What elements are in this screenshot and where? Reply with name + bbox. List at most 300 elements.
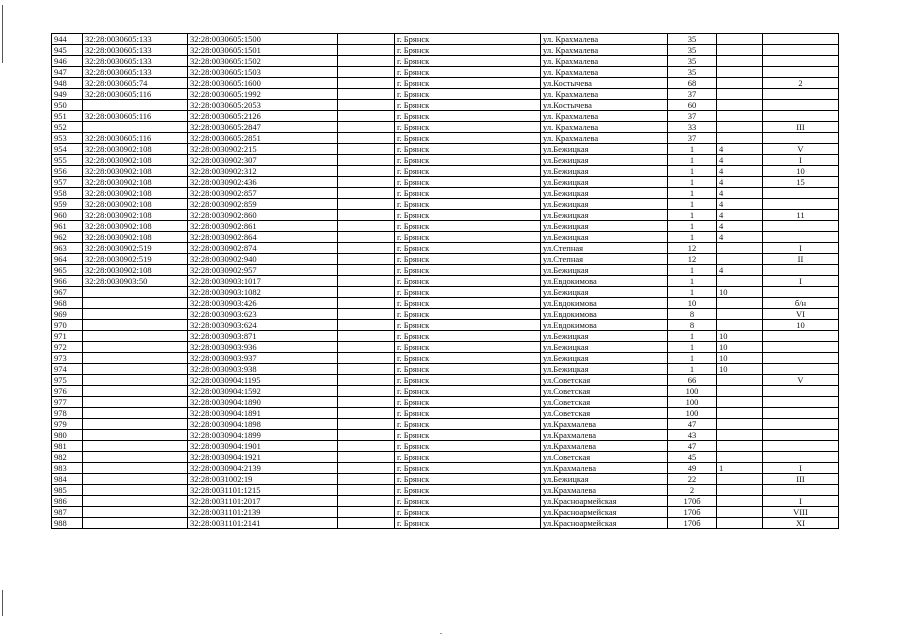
- room-number-cell: II: [763, 254, 839, 265]
- parcel-cadastral-number-cell: [83, 419, 188, 430]
- row-number-cell: 951: [52, 111, 83, 122]
- house-number-cell: 49: [668, 463, 717, 474]
- table-row: [52, 100, 839, 111]
- parcel-cadastral-number-cell: 32:28:0030902:108: [83, 232, 188, 243]
- premises-cadastral-number-cell: 32:28:0030904:1592: [188, 386, 338, 397]
- row-number-cell: 969: [52, 309, 83, 320]
- empty-cell-cell: [338, 474, 395, 485]
- empty-cell-cell: [338, 155, 395, 166]
- empty-cell-cell: [338, 177, 395, 188]
- parcel-cadastral-number-cell: 32:28:0030605:116: [83, 89, 188, 100]
- street-cell: ул. Крахмалева: [541, 45, 668, 56]
- building-number-cell: [717, 397, 763, 408]
- city-cell: г. Брянск: [395, 199, 541, 210]
- room-number-cell: [763, 100, 839, 111]
- house-number-cell: 1: [668, 287, 717, 298]
- building-number-cell: 4: [717, 199, 763, 210]
- building-number-cell: [717, 298, 763, 309]
- building-number-cell: [717, 375, 763, 386]
- parcel-cadastral-number-cell: [83, 100, 188, 111]
- table-row: [52, 386, 839, 397]
- room-number-cell: [763, 342, 839, 353]
- street-cell: ул.Степная: [541, 254, 668, 265]
- empty-cell-cell: [338, 419, 395, 430]
- house-number-cell: 12: [668, 254, 717, 265]
- empty-cell-cell: [338, 298, 395, 309]
- city-cell: г. Брянск: [395, 232, 541, 243]
- premises-cadastral-number-cell: 32:28:0030902:860: [188, 210, 338, 221]
- room-number-cell: [763, 133, 839, 144]
- building-number-cell: 4: [717, 177, 763, 188]
- parcel-cadastral-number-cell: 32:28:0030902:108: [83, 221, 188, 232]
- premises-cadastral-number-cell: 32:28:0031101:1215: [188, 485, 338, 496]
- row-number-cell: 974: [52, 364, 83, 375]
- empty-cell-cell: [338, 34, 395, 45]
- table-row: [52, 199, 839, 210]
- row-number-cell: 963: [52, 243, 83, 254]
- table-row: [52, 364, 839, 375]
- table-row: [52, 56, 839, 67]
- row-number-cell: 945: [52, 45, 83, 56]
- city-cell: г. Брянск: [395, 298, 541, 309]
- city-cell: г. Брянск: [395, 287, 541, 298]
- premises-cadastral-number-cell: 32:28:0030902:861: [188, 221, 338, 232]
- table-row: [52, 331, 839, 342]
- empty-cell-cell: [338, 265, 395, 276]
- row-number-cell: 950: [52, 100, 83, 111]
- street-cell: ул.Бежицкая: [541, 474, 668, 485]
- street-cell: ул.Крахмалева: [541, 441, 668, 452]
- premises-cadastral-number-cell: 32:28:0030605:2126: [188, 111, 338, 122]
- table-row: [52, 177, 839, 188]
- premises-cadastral-number-cell: 32:28:0030902:307: [188, 155, 338, 166]
- room-number-cell: 11: [763, 210, 839, 221]
- empty-cell-cell: [338, 496, 395, 507]
- city-cell: г. Брянск: [395, 353, 541, 364]
- parcel-cadastral-number-cell: [83, 298, 188, 309]
- empty-cell-cell: [338, 100, 395, 111]
- row-number-cell: 970: [52, 320, 83, 331]
- parcel-cadastral-number-cell: 32:28:0030902:108: [83, 265, 188, 276]
- empty-cell-cell: [338, 320, 395, 331]
- table-row: [52, 474, 839, 485]
- street-cell: ул.Евдокимова: [541, 320, 668, 331]
- house-number-cell: 35: [668, 67, 717, 78]
- scan-edge-mark: [2, 5, 3, 63]
- room-number-cell: I: [763, 243, 839, 254]
- building-number-cell: [717, 56, 763, 67]
- building-number-cell: 10: [717, 287, 763, 298]
- city-cell: г. Брянск: [395, 56, 541, 67]
- street-cell: ул. Крахмалева: [541, 122, 668, 133]
- building-number-cell: [717, 111, 763, 122]
- row-number-cell: 962: [52, 232, 83, 243]
- building-number-cell: [717, 276, 763, 287]
- table-row: [52, 67, 839, 78]
- row-number-cell: 947: [52, 67, 83, 78]
- empty-cell-cell: [338, 408, 395, 419]
- premises-cadastral-number-cell: 32:28:0030902:857: [188, 188, 338, 199]
- building-number-cell: [717, 518, 763, 529]
- house-number-cell: 1: [668, 342, 717, 353]
- empty-cell-cell: [338, 485, 395, 496]
- premises-cadastral-number-cell: 32:28:0030903:623: [188, 309, 338, 320]
- city-cell: г. Брянск: [395, 474, 541, 485]
- row-number-cell: 952: [52, 122, 83, 133]
- empty-cell-cell: [338, 111, 395, 122]
- building-number-cell: [717, 386, 763, 397]
- table-row: [52, 397, 839, 408]
- building-number-cell: [717, 474, 763, 485]
- building-number-cell: 10: [717, 364, 763, 375]
- premises-cadastral-number-cell: 32:28:0030605:2847: [188, 122, 338, 133]
- premises-cadastral-number-cell: 32:28:0030903:871: [188, 331, 338, 342]
- empty-cell-cell: [338, 309, 395, 320]
- city-cell: г. Брянск: [395, 254, 541, 265]
- street-cell: ул. Крахмалева: [541, 111, 668, 122]
- city-cell: г. Брянск: [395, 221, 541, 232]
- row-number-cell: 946: [52, 56, 83, 67]
- room-number-cell: [763, 45, 839, 56]
- premises-cadastral-number-cell: 32:28:0030904:1901: [188, 441, 338, 452]
- house-number-cell: 170б: [668, 507, 717, 518]
- city-cell: г. Брянск: [395, 177, 541, 188]
- row-number-cell: 978: [52, 408, 83, 419]
- house-number-cell: 1: [668, 364, 717, 375]
- city-cell: г. Брянск: [395, 342, 541, 353]
- street-cell: ул.Бежицкая: [541, 353, 668, 364]
- premises-cadastral-number-cell: 32:28:0030605:1600: [188, 78, 338, 89]
- street-cell: ул.Бежицкая: [541, 331, 668, 342]
- parcel-cadastral-number-cell: 32:28:0030605:116: [83, 133, 188, 144]
- parcel-cadastral-number-cell: [83, 342, 188, 353]
- room-number-cell: [763, 67, 839, 78]
- building-number-cell: 1: [717, 463, 763, 474]
- room-number-cell: I: [763, 496, 839, 507]
- house-number-cell: 1: [668, 265, 717, 276]
- room-number-cell: VI: [763, 309, 839, 320]
- house-number-cell: 60: [668, 100, 717, 111]
- row-number-cell: 985: [52, 485, 83, 496]
- city-cell: г. Брянск: [395, 155, 541, 166]
- city-cell: г. Брянск: [395, 430, 541, 441]
- street-cell: ул. Крахмалева: [541, 89, 668, 100]
- room-number-cell: [763, 56, 839, 67]
- house-number-cell: 33: [668, 122, 717, 133]
- empty-cell-cell: [338, 210, 395, 221]
- premises-cadastral-number-cell: 32:28:0030902:312: [188, 166, 338, 177]
- premises-cadastral-number-cell: 32:28:0030904:1890: [188, 397, 338, 408]
- house-number-cell: 8: [668, 309, 717, 320]
- city-cell: г. Брянск: [395, 507, 541, 518]
- room-number-cell: [763, 408, 839, 419]
- house-number-cell: 100: [668, 397, 717, 408]
- room-number-cell: б/н: [763, 298, 839, 309]
- street-cell: ул.Бежицкая: [541, 188, 668, 199]
- city-cell: г. Брянск: [395, 463, 541, 474]
- street-cell: ул.Крахмалева: [541, 463, 668, 474]
- empty-cell-cell: [338, 133, 395, 144]
- row-number-cell: 979: [52, 419, 83, 430]
- building-number-cell: [717, 485, 763, 496]
- parcel-cadastral-number-cell: [83, 496, 188, 507]
- table-row: [52, 122, 839, 133]
- building-number-cell: [717, 441, 763, 452]
- scan-speck: [440, 633, 442, 634]
- room-number-cell: [763, 441, 839, 452]
- table-row: [52, 243, 839, 254]
- street-cell: ул.Советская: [541, 452, 668, 463]
- building-number-cell: 10: [717, 342, 763, 353]
- building-number-cell: [717, 254, 763, 265]
- street-cell: ул.Красноармейская: [541, 518, 668, 529]
- row-number-cell: 944: [52, 34, 83, 45]
- empty-cell-cell: [338, 276, 395, 287]
- table-row: [52, 298, 839, 309]
- premises-cadastral-number-cell: 32:28:0030605:2851: [188, 133, 338, 144]
- parcel-cadastral-number-cell: [83, 353, 188, 364]
- parcel-cadastral-number-cell: [83, 320, 188, 331]
- house-number-cell: 2: [668, 485, 717, 496]
- street-cell: ул.Красноармейская: [541, 507, 668, 518]
- empty-cell-cell: [338, 188, 395, 199]
- room-number-cell: I: [763, 276, 839, 287]
- street-cell: ул.Крахмалева: [541, 419, 668, 430]
- city-cell: г. Брянск: [395, 210, 541, 221]
- street-cell: ул.Бежицкая: [541, 221, 668, 232]
- city-cell: г. Брянск: [395, 166, 541, 177]
- premises-cadastral-number-cell: 32:28:0030903:936: [188, 342, 338, 353]
- table-row: [52, 441, 839, 452]
- premises-cadastral-number-cell: 32:28:0030903:1017: [188, 276, 338, 287]
- parcel-cadastral-number-cell: 32:28:0030902:108: [83, 144, 188, 155]
- empty-cell-cell: [338, 397, 395, 408]
- city-cell: г. Брянск: [395, 144, 541, 155]
- house-number-cell: 47: [668, 441, 717, 452]
- room-number-cell: [763, 199, 839, 210]
- room-number-cell: VIII: [763, 507, 839, 518]
- street-cell: ул.Красноармейская: [541, 496, 668, 507]
- building-number-cell: [717, 243, 763, 254]
- street-cell: ул.Костычева: [541, 100, 668, 111]
- table-row: [52, 166, 839, 177]
- city-cell: г. Брянск: [395, 397, 541, 408]
- parcel-cadastral-number-cell: 32:28:0030605:133: [83, 67, 188, 78]
- table-row: [52, 463, 839, 474]
- building-number-cell: 10: [717, 353, 763, 364]
- city-cell: г. Брянск: [395, 309, 541, 320]
- empty-cell-cell: [338, 89, 395, 100]
- row-number-cell: 988: [52, 518, 83, 529]
- empty-cell-cell: [338, 232, 395, 243]
- room-number-cell: 2: [763, 78, 839, 89]
- house-number-cell: 35: [668, 56, 717, 67]
- building-number-cell: [717, 67, 763, 78]
- table-row: [52, 485, 839, 496]
- parcel-cadastral-number-cell: [83, 507, 188, 518]
- city-cell: г. Брянск: [395, 485, 541, 496]
- premises-cadastral-number-cell: 32:28:0030605:1500: [188, 34, 338, 45]
- house-number-cell: 1: [668, 144, 717, 155]
- street-cell: ул.Советская: [541, 386, 668, 397]
- row-number-cell: 976: [52, 386, 83, 397]
- premises-cadastral-number-cell: 32:28:0030605:2053: [188, 100, 338, 111]
- room-number-cell: [763, 89, 839, 100]
- empty-cell-cell: [338, 67, 395, 78]
- row-number-cell: 965: [52, 265, 83, 276]
- premises-cadastral-number-cell: 32:28:0030902:957: [188, 265, 338, 276]
- room-number-cell: V: [763, 144, 839, 155]
- parcel-cadastral-number-cell: [83, 463, 188, 474]
- house-number-cell: 37: [668, 89, 717, 100]
- city-cell: г. Брянск: [395, 100, 541, 111]
- street-cell: ул. Крахмалева: [541, 133, 668, 144]
- room-number-cell: [763, 364, 839, 375]
- premises-cadastral-number-cell: 32:28:0030903:937: [188, 353, 338, 364]
- parcel-cadastral-number-cell: [83, 474, 188, 485]
- premises-cadastral-number-cell: 32:28:0030605:1502: [188, 56, 338, 67]
- house-number-cell: 170б: [668, 518, 717, 529]
- premises-cadastral-number-cell: 32:28:0030904:1899: [188, 430, 338, 441]
- row-number-cell: 987: [52, 507, 83, 518]
- room-number-cell: [763, 331, 839, 342]
- building-number-cell: [717, 408, 763, 419]
- premises-cadastral-number-cell: 32:28:0030904:2139: [188, 463, 338, 474]
- street-cell: ул.Крахмалева: [541, 430, 668, 441]
- parcel-cadastral-number-cell: 32:28:0030902:519: [83, 243, 188, 254]
- empty-cell-cell: [338, 122, 395, 133]
- house-number-cell: 1: [668, 188, 717, 199]
- house-number-cell: 170б: [668, 496, 717, 507]
- table-row: [52, 188, 839, 199]
- parcel-cadastral-number-cell: [83, 518, 188, 529]
- room-number-cell: [763, 386, 839, 397]
- building-number-cell: 4: [717, 210, 763, 221]
- table-row: [52, 452, 839, 463]
- street-cell: ул.Бежицкая: [541, 232, 668, 243]
- empty-cell-cell: [338, 221, 395, 232]
- room-number-cell: 10: [763, 320, 839, 331]
- row-number-cell: 954: [52, 144, 83, 155]
- premises-cadastral-number-cell: 32:28:0030903:426: [188, 298, 338, 309]
- table-row: [52, 496, 839, 507]
- room-number-cell: [763, 353, 839, 364]
- house-number-cell: 100: [668, 386, 717, 397]
- premises-cadastral-number-cell: 32:28:0031101:2139: [188, 507, 338, 518]
- city-cell: г. Брянск: [395, 441, 541, 452]
- empty-cell-cell: [338, 353, 395, 364]
- parcel-cadastral-number-cell: [83, 397, 188, 408]
- premises-cadastral-number-cell: 32:28:0030904:1898: [188, 419, 338, 430]
- empty-cell-cell: [338, 144, 395, 155]
- empty-cell-cell: [338, 463, 395, 474]
- building-number-cell: [717, 419, 763, 430]
- parcel-cadastral-number-cell: [83, 375, 188, 386]
- table-row: [52, 144, 839, 155]
- premises-cadastral-number-cell: 32:28:0030902:215: [188, 144, 338, 155]
- city-cell: г. Брянск: [395, 133, 541, 144]
- table-row: [52, 89, 839, 100]
- city-cell: г. Брянск: [395, 243, 541, 254]
- city-cell: г. Брянск: [395, 419, 541, 430]
- room-number-cell: I: [763, 463, 839, 474]
- parcel-cadastral-number-cell: 32:28:0030605:133: [83, 56, 188, 67]
- city-cell: г. Брянск: [395, 67, 541, 78]
- room-number-cell: [763, 34, 839, 45]
- premises-cadastral-number-cell: 32:28:0030605:1503: [188, 67, 338, 78]
- house-number-cell: 37: [668, 133, 717, 144]
- row-number-cell: 958: [52, 188, 83, 199]
- premises-cadastral-number-cell: 32:28:0030605:1992: [188, 89, 338, 100]
- building-number-cell: 4: [717, 188, 763, 199]
- table-row: [52, 34, 839, 45]
- table-row: [52, 419, 839, 430]
- room-number-cell: [763, 430, 839, 441]
- empty-cell-cell: [338, 386, 395, 397]
- table-row: [52, 507, 839, 518]
- row-number-cell: 966: [52, 276, 83, 287]
- street-cell: ул.Советская: [541, 375, 668, 386]
- city-cell: г. Брянск: [395, 188, 541, 199]
- premises-cadastral-number-cell: 32:28:0030903:624: [188, 320, 338, 331]
- table-row: [52, 254, 839, 265]
- empty-cell-cell: [338, 430, 395, 441]
- row-number-cell: 973: [52, 353, 83, 364]
- street-cell: ул.Евдокимова: [541, 309, 668, 320]
- street-cell: ул.Крахмалева: [541, 485, 668, 496]
- premises-cadastral-number-cell: 32:28:0030902:940: [188, 254, 338, 265]
- building-number-cell: [717, 452, 763, 463]
- table-row: [52, 375, 839, 386]
- building-number-cell: [717, 89, 763, 100]
- room-number-cell: [763, 485, 839, 496]
- parcel-cadastral-number-cell: 32:28:0030902:108: [83, 199, 188, 210]
- building-number-cell: 4: [717, 221, 763, 232]
- room-number-cell: 10: [763, 166, 839, 177]
- house-number-cell: 100: [668, 408, 717, 419]
- table-row: [52, 276, 839, 287]
- parcel-cadastral-number-cell: [83, 485, 188, 496]
- row-number-cell: 957: [52, 177, 83, 188]
- city-cell: г. Брянск: [395, 386, 541, 397]
- empty-cell-cell: [338, 45, 395, 56]
- house-number-cell: 1: [668, 221, 717, 232]
- empty-cell-cell: [338, 287, 395, 298]
- empty-cell-cell: [338, 56, 395, 67]
- street-cell: ул.Советская: [541, 397, 668, 408]
- property-registry-table: [51, 33, 839, 529]
- row-number-cell: 967: [52, 287, 83, 298]
- room-number-cell: [763, 397, 839, 408]
- parcel-cadastral-number-cell: 32:28:0030902:108: [83, 155, 188, 166]
- empty-cell-cell: [338, 331, 395, 342]
- street-cell: ул.Советская: [541, 408, 668, 419]
- row-number-cell: 949: [52, 89, 83, 100]
- street-cell: ул. Крахмалева: [541, 67, 668, 78]
- table-row: [52, 320, 839, 331]
- row-number-cell: 961: [52, 221, 83, 232]
- street-cell: ул.Бежицкая: [541, 342, 668, 353]
- empty-cell-cell: [338, 243, 395, 254]
- scan-edge-mark: [2, 590, 3, 616]
- building-number-cell: [717, 45, 763, 56]
- house-number-cell: 1: [668, 177, 717, 188]
- room-number-cell: [763, 452, 839, 463]
- building-number-cell: [717, 507, 763, 518]
- row-number-cell: 977: [52, 397, 83, 408]
- city-cell: г. Брянск: [395, 364, 541, 375]
- building-number-cell: [717, 78, 763, 89]
